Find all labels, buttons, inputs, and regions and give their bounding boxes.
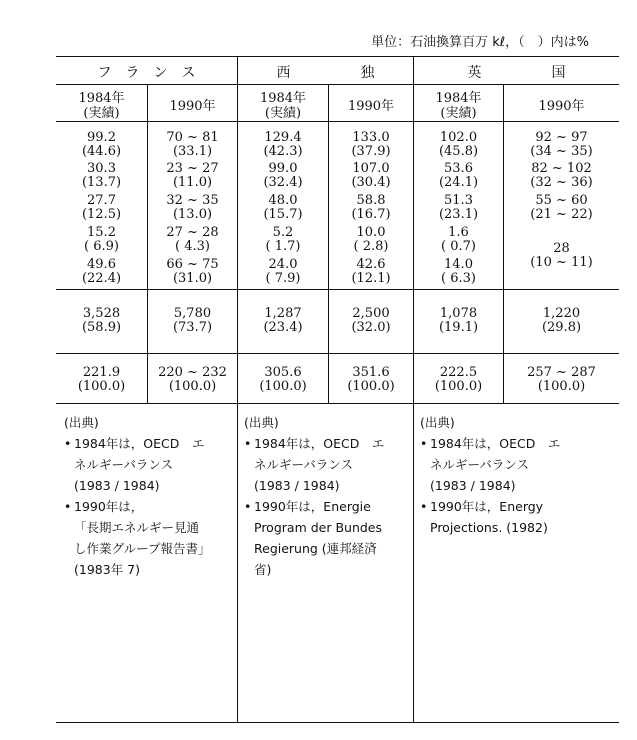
source-note-uk xyxy=(420,412,615,538)
table-cell: 221.9 (100.0) xyxy=(77,365,126,394)
source-heading: (出典) xyxy=(244,415,279,430)
section-rule-2 xyxy=(56,353,619,354)
table-cell: 30.3 (13.7) xyxy=(81,161,122,190)
table-cell: 14.0 ( 6.3) xyxy=(441,257,476,286)
table-cell: 42.6 (12.1) xyxy=(351,257,391,286)
table-cell: 133.0 (37.9) xyxy=(351,130,391,159)
source-item: • 1984年は，OECD エ ネルギーバランス (1983 / 1984) xyxy=(420,433,615,496)
section-rule-1 xyxy=(56,289,619,290)
table-cell: 129.4 (42.3) xyxy=(263,130,303,159)
table-cell: 82 ~ 102 (32 ~ 36) xyxy=(530,161,593,190)
table-cell: 2,500 (32.0) xyxy=(351,306,391,335)
table-cell: 99.0 (32.4) xyxy=(263,161,303,190)
year-header: 1984年 (実績) xyxy=(259,91,307,121)
section-rule-3 xyxy=(56,403,619,404)
table-cell: 1.6 ( 0.7) xyxy=(441,225,476,254)
source-item: • 1990年は， 「長期エネルギー見通 し作業グループ報告書」 (1983年 7) xyxy=(64,496,234,580)
table-cell: 66 ~ 75 (31.0) xyxy=(166,257,219,286)
table-cell: 51.3 (23.1) xyxy=(438,193,479,222)
table-cell: 92 ~ 97 (34 ~ 35) xyxy=(530,130,593,159)
table-cell: 102.0 (45.8) xyxy=(438,130,479,159)
source-item: • 1990年は，Energy Projections. (1982) xyxy=(420,496,615,538)
table-cell: 27.7 (12.5) xyxy=(81,193,122,222)
table-cell: 15.2 ( 6.9) xyxy=(84,225,119,254)
table-cell: 3,528 (58.9) xyxy=(81,306,122,335)
source-note-germany xyxy=(244,412,410,580)
table-cell: 70 ~ 81 (33.1) xyxy=(166,130,219,159)
table-cell: 24.0 ( 7.9) xyxy=(265,257,301,286)
table-cell: 55 ~ 60 (21 ~ 22) xyxy=(530,193,593,222)
table-cell: 10.0 ( 2.8) xyxy=(353,225,389,254)
table-cell: 5,780 (73.7) xyxy=(172,306,213,335)
source-note-france xyxy=(64,412,234,580)
table-cell: 48.0 (15.7) xyxy=(263,193,303,222)
table-cell: 99.2 (44.6) xyxy=(81,130,122,159)
table-cell: 27 ~ 28 ( 4.3) xyxy=(166,225,219,254)
table-cell: 305.6 (100.0) xyxy=(259,365,307,394)
table-cell: 1,078 (19.1) xyxy=(438,306,479,335)
table-cell: 32 ~ 35 (13.0) xyxy=(166,193,219,222)
table-cell: 5.2 ( 1.7) xyxy=(265,225,301,254)
unit-note: 単位：石油換算百万 kℓ，（ ）内は% xyxy=(371,35,589,50)
table-cell: 1,287 (23.4) xyxy=(263,306,303,335)
source-item: • 1990年は，Energie Program der Bundes Regierung (連邦経済 省) xyxy=(244,496,410,580)
country-header-germany: 西 独 xyxy=(276,65,375,81)
year-header: 1984年 (実績) xyxy=(435,91,482,121)
table-cell: 58.8 (16.7) xyxy=(351,193,391,222)
table-bottom-rule xyxy=(56,722,619,723)
table-cell: 107.0 (30.4) xyxy=(351,161,391,190)
table-top-rule xyxy=(56,56,619,57)
table-cell: 220 ~ 232 (100.0) xyxy=(158,365,227,394)
table-cell: 23 ~ 27 (11.0) xyxy=(166,161,219,190)
source-item: • 1984年は，OECD エ ネルギーバランス (1983 / 1984) xyxy=(64,433,234,496)
year-header: 1990年 xyxy=(347,98,395,114)
table-cell: 53.6 (24.1) xyxy=(438,161,479,190)
year-header: 1984年 (実績) xyxy=(78,91,125,121)
source-heading: (出典) xyxy=(420,415,455,430)
source-item: • 1984年は，OECD エ ネルギーバランス (1983 / 1984) xyxy=(244,433,410,496)
source-heading: (出典) xyxy=(64,415,99,430)
country-header-france: フ ラ ン ス xyxy=(97,65,196,81)
table-cell: 257 ~ 287 (100.0) xyxy=(527,365,596,394)
year-header: 1990年 xyxy=(538,98,585,114)
table-cell: 222.5 (100.0) xyxy=(434,365,483,394)
table-cell: 1,220 (29.8) xyxy=(541,306,582,335)
table-cell-merged: 28 (10 ~ 11) xyxy=(530,241,593,270)
country-header-rule xyxy=(56,84,619,85)
table-cell: 49.6 (22.4) xyxy=(81,257,122,286)
table-cell: 351.6 (100.0) xyxy=(347,365,395,394)
year-header: 1990年 xyxy=(169,98,216,114)
country-header-uk: 英 国 xyxy=(467,65,566,81)
